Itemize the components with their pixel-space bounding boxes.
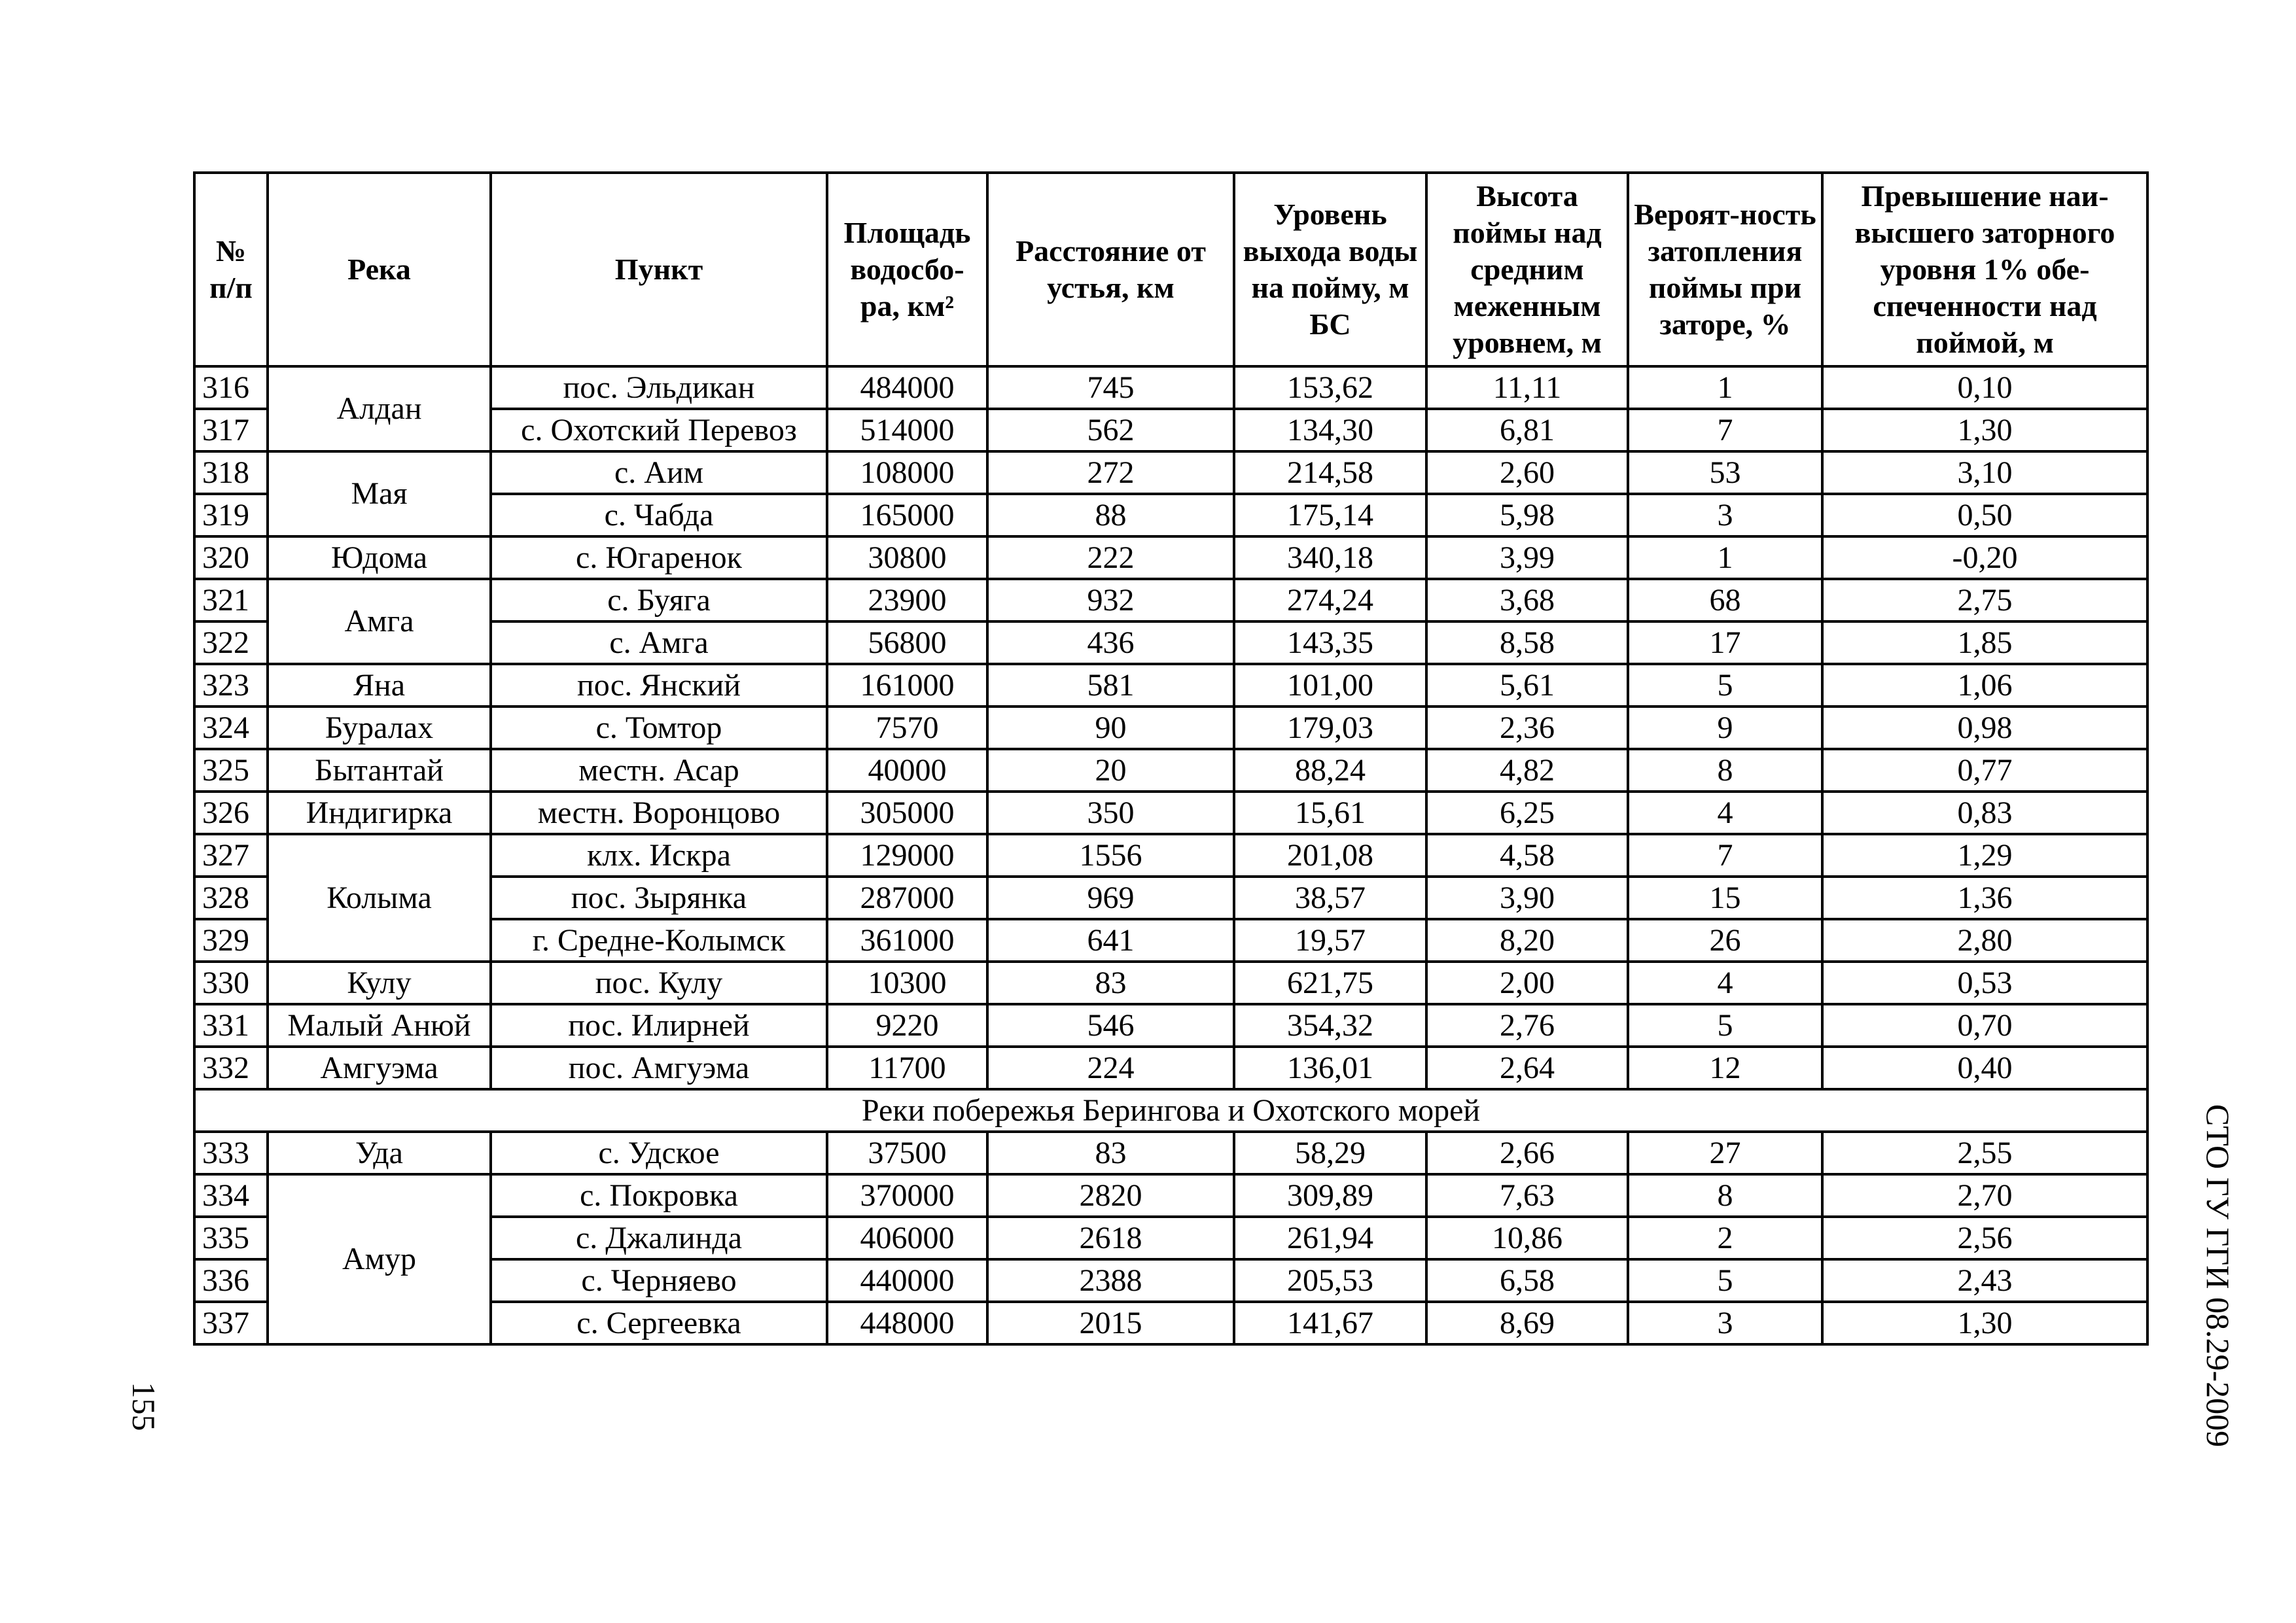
table-row [194, 707, 2147, 749]
area-cell: 440000 [827, 1259, 987, 1302]
point-cell: местн. Воронцово [491, 792, 827, 834]
area-cell: 9220 [827, 1004, 987, 1047]
excess-cell: 0,10 [1822, 366, 2147, 409]
probability-cell: 3 [1628, 494, 1822, 536]
table-row [194, 366, 2147, 409]
distance-cell: 932 [987, 579, 1234, 621]
header-level: Уровень выхода воды на пойму, м БС [1234, 173, 1426, 366]
level-cell: 354,32 [1234, 1004, 1426, 1047]
row-number-cell: 331 [194, 1004, 268, 1047]
excess-cell: 2,75 [1822, 579, 2147, 621]
point-cell: пос. Кулу [491, 962, 827, 1004]
area-cell: 287000 [827, 877, 987, 919]
height-cell: 6,81 [1426, 409, 1628, 451]
probability-cell: 7 [1628, 409, 1822, 451]
level-cell: 261,94 [1234, 1217, 1426, 1259]
area-cell: 448000 [827, 1302, 987, 1344]
level-cell: 136,01 [1234, 1047, 1426, 1089]
area-cell: 7570 [827, 707, 987, 749]
area-cell: 11700 [827, 1047, 987, 1089]
row-number-cell: 336 [194, 1259, 268, 1302]
distance-cell: 436 [987, 621, 1234, 664]
row-number-cell: 330 [194, 962, 268, 1004]
distance-cell: 90 [987, 707, 1234, 749]
area-cell: 40000 [827, 749, 987, 792]
point-cell: пос. Зырянка [491, 877, 827, 919]
probability-cell: 9 [1628, 707, 1822, 749]
row-number-cell: 328 [194, 877, 268, 919]
probability-cell: 5 [1628, 1004, 1822, 1047]
distance-cell: 2015 [987, 1302, 1234, 1344]
area-cell: 361000 [827, 919, 987, 962]
area-cell: 108000 [827, 451, 987, 494]
distance-cell: 546 [987, 1004, 1234, 1047]
river-cell: Кулу [268, 962, 491, 1004]
excess-cell: 2,43 [1822, 1259, 2147, 1302]
level-cell: 38,57 [1234, 877, 1426, 919]
point-cell: с. Буяга [491, 579, 827, 621]
excess-cell: -0,20 [1822, 536, 2147, 579]
row-number-cell: 323 [194, 664, 268, 707]
probability-cell: 8 [1628, 1174, 1822, 1217]
table-row [194, 792, 2147, 834]
excess-cell: 0,53 [1822, 962, 2147, 1004]
height-cell: 6,58 [1426, 1259, 1628, 1302]
level-cell: 274,24 [1234, 579, 1426, 621]
distance-cell: 272 [987, 451, 1234, 494]
data-table [193, 171, 2149, 1346]
excess-cell: 1,06 [1822, 664, 2147, 707]
area-cell: 406000 [827, 1217, 987, 1259]
distance-cell: 83 [987, 1132, 1234, 1174]
row-number-cell: 321 [194, 579, 268, 621]
height-cell: 2,76 [1426, 1004, 1628, 1047]
probability-cell: 1 [1628, 366, 1822, 409]
excess-cell: 0,70 [1822, 1004, 2147, 1047]
river-cell: Амур [268, 1174, 491, 1344]
table-body [194, 366, 2147, 1344]
height-cell: 4,58 [1426, 834, 1628, 877]
header-num: № п/п [194, 173, 268, 366]
excess-cell: 2,80 [1822, 919, 2147, 962]
probability-cell: 12 [1628, 1047, 1822, 1089]
header-distance: Расстояние от устья, км [987, 173, 1234, 366]
level-cell: 179,03 [1234, 707, 1426, 749]
height-cell: 2,66 [1426, 1132, 1628, 1174]
level-cell: 58,29 [1234, 1132, 1426, 1174]
row-number-cell: 337 [194, 1302, 268, 1344]
row-number-cell: 319 [194, 494, 268, 536]
table-row [194, 536, 2147, 579]
excess-cell: 0,83 [1822, 792, 2147, 834]
section-row [194, 1089, 2147, 1132]
point-cell: с. Югаренок [491, 536, 827, 579]
point-cell: с. Покровка [491, 1174, 827, 1217]
height-cell: 2,00 [1426, 962, 1628, 1004]
excess-cell: 1,30 [1822, 1302, 2147, 1344]
river-cell: Бытантай [268, 749, 491, 792]
page-number: 155 [126, 1382, 162, 1431]
distance-cell: 745 [987, 366, 1234, 409]
table-row [194, 834, 2147, 877]
excess-cell: 0,40 [1822, 1047, 2147, 1089]
distance-cell: 1556 [987, 834, 1234, 877]
row-number-cell: 318 [194, 451, 268, 494]
distance-cell: 2820 [987, 1174, 1234, 1217]
river-cell: Амга [268, 579, 491, 664]
area-cell: 129000 [827, 834, 987, 877]
height-cell: 3,90 [1426, 877, 1628, 919]
distance-cell: 2388 [987, 1259, 1234, 1302]
level-cell: 153,62 [1234, 366, 1426, 409]
height-cell: 4,82 [1426, 749, 1628, 792]
row-number-cell: 334 [194, 1174, 268, 1217]
probability-cell: 26 [1628, 919, 1822, 962]
row-number-cell: 322 [194, 621, 268, 664]
distance-cell: 88 [987, 494, 1234, 536]
probability-cell: 2 [1628, 1217, 1822, 1259]
row-number-cell: 316 [194, 366, 268, 409]
table-row [194, 1004, 2147, 1047]
excess-cell: 0,77 [1822, 749, 2147, 792]
height-cell: 3,99 [1426, 536, 1628, 579]
header-area: Площадь водосбо-ра, км² [827, 173, 987, 366]
excess-cell: 1,85 [1822, 621, 2147, 664]
height-cell: 7,63 [1426, 1174, 1628, 1217]
table-row [194, 579, 2147, 621]
row-number-cell: 320 [194, 536, 268, 579]
height-cell: 2,36 [1426, 707, 1628, 749]
area-cell: 165000 [827, 494, 987, 536]
header-probability: Вероят-ность затопления поймы при заторе, % [1628, 173, 1822, 366]
river-cell: Уда [268, 1132, 491, 1174]
row-number-cell: 327 [194, 834, 268, 877]
distance-cell: 224 [987, 1047, 1234, 1089]
table-row [194, 749, 2147, 792]
level-cell: 201,08 [1234, 834, 1426, 877]
river-cell: Буралах [268, 707, 491, 749]
height-cell: 2,64 [1426, 1047, 1628, 1089]
probability-cell: 27 [1628, 1132, 1822, 1174]
excess-cell: 0,50 [1822, 494, 2147, 536]
point-cell: пос. Янский [491, 664, 827, 707]
level-cell: 134,30 [1234, 409, 1426, 451]
height-cell: 10,86 [1426, 1217, 1628, 1259]
distance-cell: 581 [987, 664, 1234, 707]
distance-cell: 969 [987, 877, 1234, 919]
height-cell: 11,11 [1426, 366, 1628, 409]
area-cell: 514000 [827, 409, 987, 451]
table-row [194, 451, 2147, 494]
table-row [194, 1132, 2147, 1174]
river-cell: Амгуэма [268, 1047, 491, 1089]
point-cell: с. Амга [491, 621, 827, 664]
probability-cell: 53 [1628, 451, 1822, 494]
probability-cell: 1 [1628, 536, 1822, 579]
point-cell: с. Чабда [491, 494, 827, 536]
river-cell: Колыма [268, 834, 491, 962]
distance-cell: 83 [987, 962, 1234, 1004]
area-cell: 23900 [827, 579, 987, 621]
level-cell: 309,89 [1234, 1174, 1426, 1217]
height-cell: 3,68 [1426, 579, 1628, 621]
river-cell: Малый Анюй [268, 1004, 491, 1047]
header-river: Река [268, 173, 491, 366]
level-cell: 621,75 [1234, 962, 1426, 1004]
area-cell: 37500 [827, 1132, 987, 1174]
river-cell: Индигирка [268, 792, 491, 834]
excess-cell: 0,98 [1822, 707, 2147, 749]
header-height: Высота поймы над средним меженным уровнем, м [1426, 173, 1628, 366]
area-cell: 56800 [827, 621, 987, 664]
point-cell: клх. Искра [491, 834, 827, 877]
section-title: Реки побережья Берингова и Охотского морей [194, 1089, 2147, 1132]
header-point: Пункт [491, 173, 827, 366]
area-cell: 484000 [827, 366, 987, 409]
excess-cell: 1,36 [1822, 877, 2147, 919]
point-cell: с. Охотский Перевоз [491, 409, 827, 451]
river-cell: Мая [268, 451, 491, 536]
row-number-cell: 324 [194, 707, 268, 749]
level-cell: 143,35 [1234, 621, 1426, 664]
probability-cell: 3 [1628, 1302, 1822, 1344]
distance-cell: 20 [987, 749, 1234, 792]
level-cell: 101,00 [1234, 664, 1426, 707]
document-code: СТО ГУ ГГИ 08.29-2009 [2200, 1104, 2236, 1448]
point-cell: с. Черняево [491, 1259, 827, 1302]
point-cell: с. Сергеевка [491, 1302, 827, 1344]
table-row [194, 1174, 2147, 1217]
point-cell: пос. Амгуэма [491, 1047, 827, 1089]
probability-cell: 15 [1628, 877, 1822, 919]
row-number-cell: 325 [194, 749, 268, 792]
area-cell: 30800 [827, 536, 987, 579]
excess-cell: 1,30 [1822, 409, 2147, 451]
level-cell: 214,58 [1234, 451, 1426, 494]
height-cell: 5,98 [1426, 494, 1628, 536]
height-cell: 5,61 [1426, 664, 1628, 707]
distance-cell: 562 [987, 409, 1234, 451]
excess-cell: 3,10 [1822, 451, 2147, 494]
row-number-cell: 317 [194, 409, 268, 451]
distance-cell: 222 [987, 536, 1234, 579]
excess-cell: 1,29 [1822, 834, 2147, 877]
level-cell: 141,67 [1234, 1302, 1426, 1344]
header-excess: Превышение наи-высшего заторного уровня 1% обе-спеченности над поймой, м [1822, 173, 2147, 366]
area-cell: 305000 [827, 792, 987, 834]
height-cell: 2,60 [1426, 451, 1628, 494]
area-cell: 10300 [827, 962, 987, 1004]
height-cell: 6,25 [1426, 792, 1628, 834]
point-cell: пос. Эльдикан [491, 366, 827, 409]
table-row [194, 962, 2147, 1004]
table-row [194, 1047, 2147, 1089]
point-cell: с. Джалинда [491, 1217, 827, 1259]
row-number-cell: 335 [194, 1217, 268, 1259]
point-cell: пос. Илирней [491, 1004, 827, 1047]
probability-cell: 4 [1628, 962, 1822, 1004]
probability-cell: 5 [1628, 664, 1822, 707]
row-number-cell: 332 [194, 1047, 268, 1089]
level-cell: 15,61 [1234, 792, 1426, 834]
row-number-cell: 326 [194, 792, 268, 834]
probability-cell: 8 [1628, 749, 1822, 792]
river-cell: Юдома [268, 536, 491, 579]
table-row [194, 664, 2147, 707]
distance-cell: 641 [987, 919, 1234, 962]
level-cell: 340,18 [1234, 536, 1426, 579]
level-cell: 19,57 [1234, 919, 1426, 962]
height-cell: 8,20 [1426, 919, 1628, 962]
river-cell: Алдан [268, 366, 491, 451]
point-cell: местн. Асар [491, 749, 827, 792]
area-cell: 161000 [827, 664, 987, 707]
probability-cell: 5 [1628, 1259, 1822, 1302]
level-cell: 205,53 [1234, 1259, 1426, 1302]
probability-cell: 68 [1628, 579, 1822, 621]
point-cell: с. Томтор [491, 707, 827, 749]
point-cell: с. Аим [491, 451, 827, 494]
probability-cell: 17 [1628, 621, 1822, 664]
distance-cell: 350 [987, 792, 1234, 834]
probability-cell: 7 [1628, 834, 1822, 877]
level-cell: 175,14 [1234, 494, 1426, 536]
excess-cell: 2,70 [1822, 1174, 2147, 1217]
row-number-cell: 333 [194, 1132, 268, 1174]
excess-cell: 2,56 [1822, 1217, 2147, 1259]
excess-cell: 2,55 [1822, 1132, 2147, 1174]
height-cell: 8,69 [1426, 1302, 1628, 1344]
area-cell: 370000 [827, 1174, 987, 1217]
probability-cell: 4 [1628, 792, 1822, 834]
height-cell: 8,58 [1426, 621, 1628, 664]
point-cell: г. Средне-Колымск [491, 919, 827, 962]
point-cell: с. Удское [491, 1132, 827, 1174]
header-row [194, 173, 2147, 366]
row-number-cell: 329 [194, 919, 268, 962]
river-cell: Яна [268, 664, 491, 707]
distance-cell: 2618 [987, 1217, 1234, 1259]
level-cell: 88,24 [1234, 749, 1426, 792]
